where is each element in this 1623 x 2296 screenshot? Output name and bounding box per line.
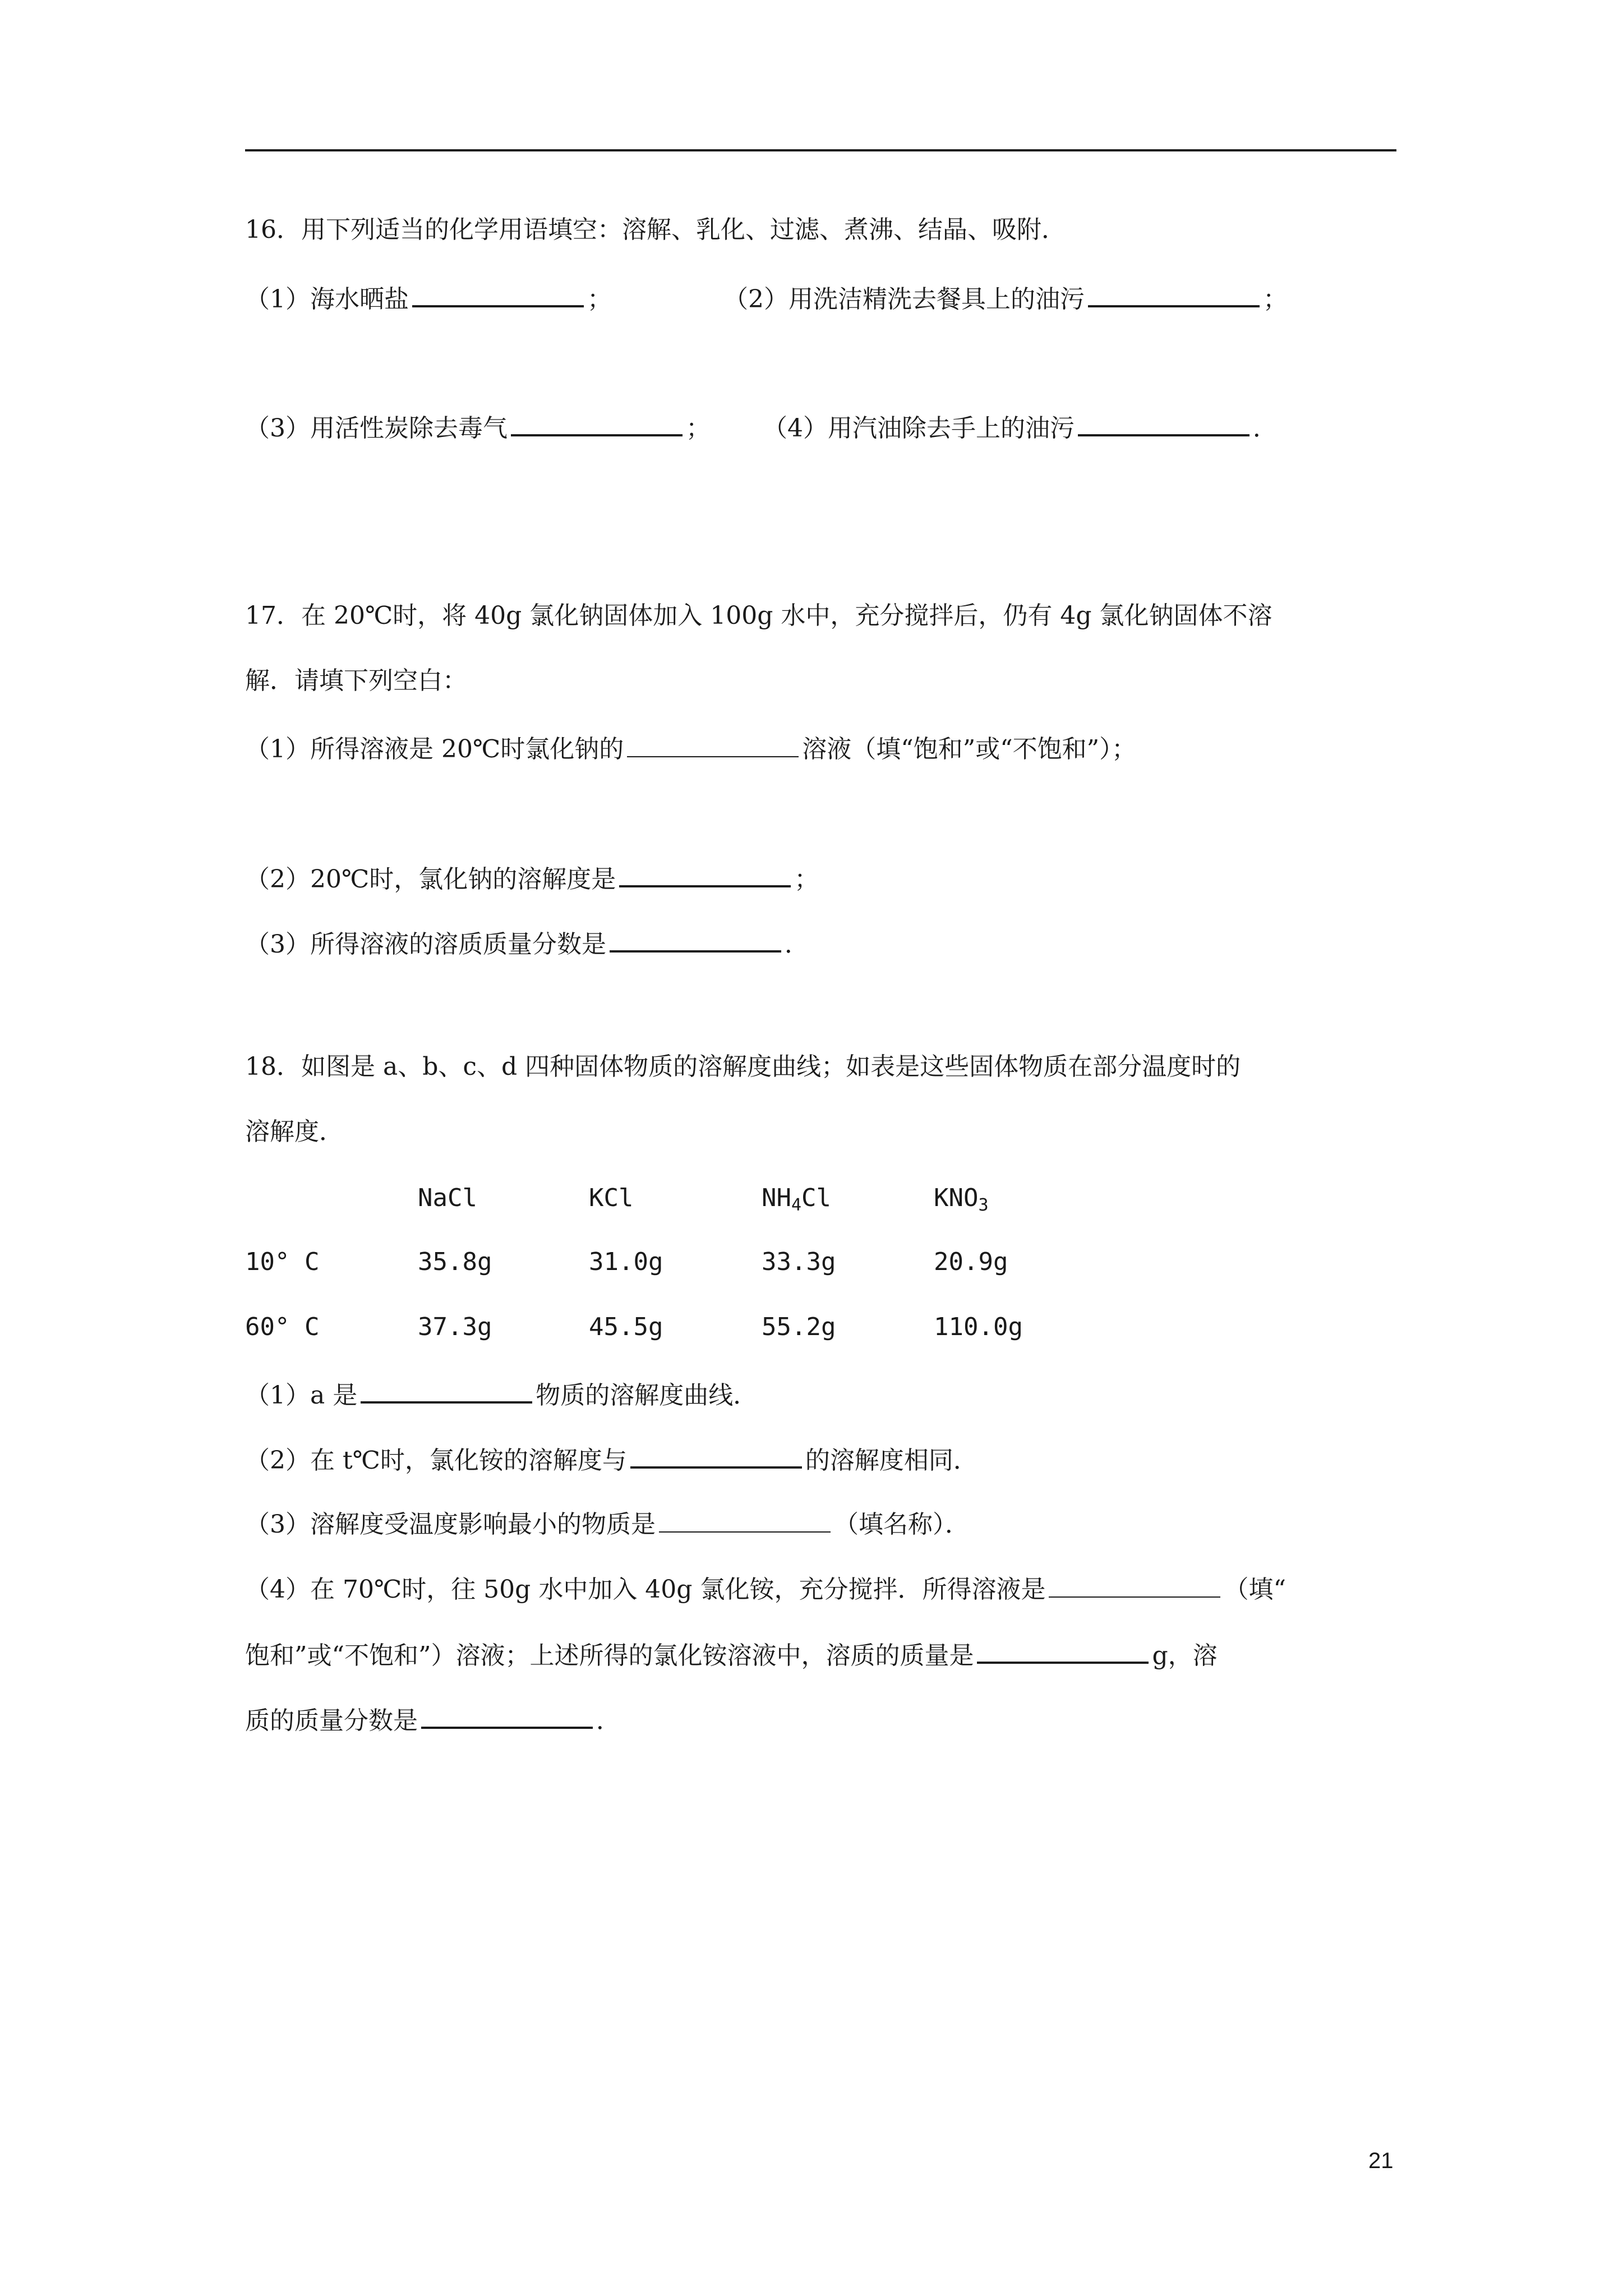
table-cell: 35.8g <box>418 1248 492 1276</box>
q17-part3-pre: （3）所得溶液的溶质质量分数是 <box>245 930 606 959</box>
q18-part4-line2-pre: 饱和”或“不饱和”）溶液；上述所得的氯化铵溶液中，溶质的质量是 <box>245 1641 974 1670</box>
q16-part1-end: ； <box>587 285 612 314</box>
q16-part3-blank[interactable] <box>511 408 683 436</box>
q17-stem-line1: 17．在 20℃时，将 40g 氯化钠固体加入 100g 水中，充分搅拌后，仍有 4g 氯化钠固体不溶 <box>245 601 1272 630</box>
q16-part1-text: （1）海水晒盐 <box>245 285 409 314</box>
q18-part4-line1 <box>245 1571 1286 1605</box>
table-cell: 55.2g <box>762 1313 836 1341</box>
q16-part4-end: ． <box>1253 414 1278 443</box>
q18-part1-post: 物质的溶解度曲线． <box>536 1381 758 1410</box>
q18-part4-blank-2[interactable] <box>977 1636 1149 1664</box>
q17-part2-post: ； <box>794 865 819 894</box>
q16-part3-text: （3）用活性炭除去毒气 <box>245 414 508 443</box>
q17-part2 <box>245 859 819 895</box>
q18-part4-pre: （4）在 70℃时，往 50g 水中加入 40g 氯化铵，充分搅拌．所得溶液是 <box>245 1575 1046 1604</box>
q18-part2-pre: （2）在 t℃时，氯化铵的溶解度与 <box>245 1446 627 1475</box>
q18-part3-pre: （3）溶解度受温度影响最小的物质是 <box>245 1510 656 1539</box>
table-cell: 20.9g <box>934 1248 1008 1276</box>
table-cell: 45.5g <box>589 1313 663 1341</box>
table-header-nh4cl: $NH_4Cl$ <box>762 1184 832 1215</box>
q18-part4-line3-pre: 质的质量分数是 <box>245 1706 418 1735</box>
q16-part4 <box>763 408 1278 444</box>
q18-part3-blank[interactable] <box>659 1506 831 1533</box>
q16-part2-text: （2）用洗洁精洗去餐具上的油污 <box>723 285 1085 314</box>
q18-part2 <box>245 1441 978 1476</box>
q17-part3 <box>245 924 809 960</box>
q18-part4-line3-post: ． <box>596 1706 621 1735</box>
q17-stem-line2: 解．请填下列空白： <box>245 666 467 695</box>
q18-part1-pre: （1）a 是 <box>245 1381 358 1410</box>
q17-part3-blank[interactable] <box>610 924 781 953</box>
q16-part1 <box>245 279 612 315</box>
q16-part3-end: ； <box>686 414 711 443</box>
q16-part2-blank[interactable] <box>1088 279 1260 307</box>
table-header-kcl: KCl <box>589 1184 634 1212</box>
q18-part4-line2 <box>245 1636 1218 1672</box>
q17-part1 <box>245 730 1136 765</box>
q18-part4-blank-1[interactable] <box>1049 1571 1220 1598</box>
q16-part2 <box>723 279 1288 315</box>
table-cell: 37.3g <box>418 1313 492 1341</box>
q17-part1-post: 溶液（填“饱和”或“不饱和”）； <box>802 735 1137 763</box>
table-header-nacl: NaCl <box>418 1184 477 1212</box>
q16-part1-blank[interactable] <box>412 279 584 307</box>
page-number: 21 <box>1368 2148 1394 2173</box>
q17-part2-pre: （2）20℃时，氯化钠的溶解度是 <box>245 865 616 894</box>
table-cell: 31.0g <box>589 1248 663 1276</box>
table-cell: 33.3g <box>762 1248 836 1276</box>
q18-part2-post: 的溶解度相同． <box>805 1446 978 1475</box>
q18-part4-post: （填“ <box>1224 1575 1286 1604</box>
q16-part2-end: ； <box>1263 285 1288 314</box>
table-cell: 110.0g <box>934 1313 1023 1341</box>
q18-part4-line2-post: g，溶 <box>1152 1641 1218 1670</box>
q17-part1-blank[interactable] <box>627 730 799 757</box>
q16-part4-text: （4）用汽油除去手上的油污 <box>763 414 1075 443</box>
q18-stem-line2: 溶解度． <box>245 1117 344 1146</box>
table-header-kno3: $KNO_3$ <box>934 1184 989 1215</box>
q17-part3-post: ． <box>785 930 809 959</box>
q18-part3 <box>245 1506 970 1540</box>
q18-part4-blank-3[interactable] <box>421 1701 593 1729</box>
q18-part1 <box>245 1375 758 1411</box>
table-row-label-60c: 60° C <box>245 1313 320 1341</box>
q18-part1-blank[interactable] <box>361 1375 532 1404</box>
q18-part4-line3 <box>245 1701 621 1737</box>
q16-stem: 16．用下列适当的化学用语填空：溶解、乳化、过滤、煮沸、结晶、吸附． <box>245 215 1066 244</box>
q16-part3 <box>245 408 711 444</box>
header-rule <box>245 149 1396 151</box>
q16-part4-blank[interactable] <box>1078 408 1249 436</box>
table-row-label-10c: 10° C <box>245 1248 320 1276</box>
q17-part2-blank[interactable] <box>619 859 791 887</box>
q18-stem-line1: 18．如图是 a、b、c、d 四种固体物质的溶解度曲线；如表是这些固体物质在部分温度时的 <box>245 1052 1241 1081</box>
q17-part1-pre: （1）所得溶液是 20℃时氯化钠的 <box>245 735 624 763</box>
q18-part2-blank[interactable] <box>630 1441 802 1469</box>
q18-part3-post: （填名称）． <box>834 1510 970 1539</box>
